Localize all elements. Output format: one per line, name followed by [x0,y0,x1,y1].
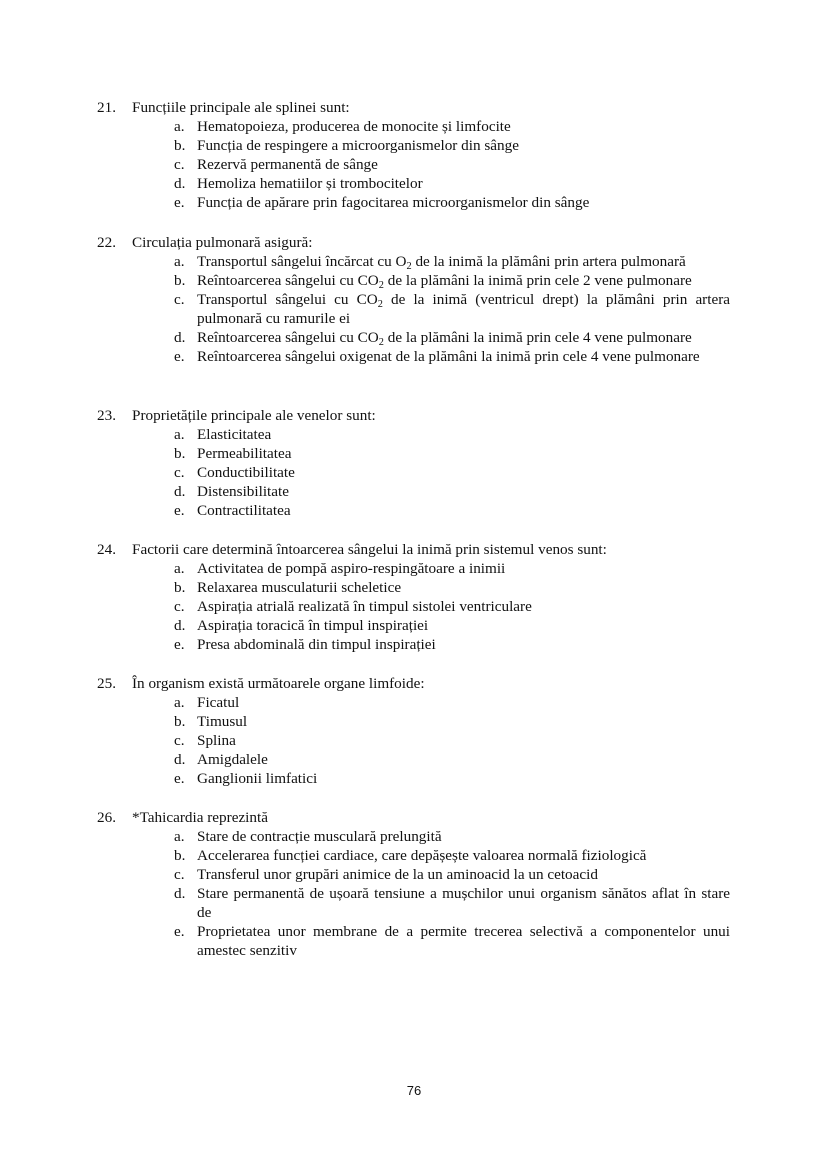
option-text: Timusul [197,713,248,730]
option-letter: a. [174,426,185,443]
option [97,750,737,769]
option-text: Accelerarea funcției cardiace, care depășește valoarea normală fiziologică [197,847,647,864]
question-text: Funcțiile principale ale splinei sunt: [132,99,350,116]
option-text: Contractilitatea [197,502,291,519]
option-letter: c. [174,156,185,173]
option-letter: e. [174,194,185,211]
option-letter: c. [174,866,185,883]
question-number: 24. [97,541,116,558]
option-letter: d. [174,885,186,902]
option [97,252,737,271]
question-24 [97,540,737,654]
option-text: Distensibilitate [197,483,289,500]
question-number: 23. [97,407,116,424]
option [97,712,737,731]
option-letter: a. [174,828,185,845]
option [97,559,737,578]
question-number: 25. [97,675,116,692]
option-letter: d. [174,483,186,500]
option [97,884,737,922]
option-letter: b. [174,272,186,289]
option-letter: e. [174,770,185,787]
option-text: Transferul unor grupări animice de la un aminoacid la un cetoacid [197,866,598,883]
option [97,501,737,520]
option-text: Elasticitatea [197,426,272,443]
option-text: Ficatul [197,694,240,711]
option [97,597,737,616]
question-26 [97,808,737,960]
option-letter: d. [174,329,186,346]
option [97,922,737,960]
option-letter: e. [174,636,185,653]
option-letter: d. [174,617,186,634]
option-letter: d. [174,175,186,192]
option [97,425,737,444]
option-text: Presa abdominală din timpul inspirației [197,636,436,653]
option-letter: b. [174,579,186,596]
question-23 [97,406,737,520]
option-text: Reîntoarcerea sângelui cu $CO_2$ de la plămâni la inimă prin cele 4 vene pulmonare [197,329,692,349]
option-text: Rezervă permanentă de sânge [197,156,378,173]
question-text: *Tahicardia reprezintă [132,809,268,826]
option [97,136,737,155]
option [97,271,737,290]
option-letter: c. [174,732,185,749]
option [97,444,737,463]
page-number: 76 [406,1083,422,1098]
option-letter: e. [174,348,185,365]
question-text: Factorii care determină întoarcerea sângelui la inimă prin sistemul venos sunt: [132,541,607,558]
question-21 [97,98,737,212]
option-letter: b. [174,445,186,462]
option-text: Reîntoarcerea sângelui cu $CO_2$ de la plămâni la inimă prin cele 2 vene pulmonare [197,272,692,292]
option [97,865,737,884]
option [97,463,737,482]
question-number: 26. [97,809,116,826]
option-text: Funcția de respingere a microorganismelor din sânge [197,137,519,154]
option-text: Stare de contracție musculară prelungită [197,828,442,845]
option-text: Proprietatea unor membrane de a permite trecerea selectivă a componentelor unui amestec senzitiv [197,923,730,959]
question-number: 22. [97,234,116,251]
option-text: Conductibilitate [197,464,295,481]
option [97,635,737,654]
option-letter: a. [174,560,185,577]
option-letter: a. [174,253,185,270]
option-text: Transportul sângelui încărcat cu $O_2$ de la inimă la plămâni prin artera pulmonară [197,253,686,273]
options-list [97,559,737,654]
option [97,117,737,136]
option [97,693,737,712]
option [97,347,737,366]
option [97,290,737,328]
option-letter: a. [174,118,185,135]
question-number: 21. [97,99,116,116]
option-letter: b. [174,847,186,864]
option [97,846,737,865]
option-letter: c. [174,464,185,481]
option-text: Amigdalele [197,751,268,768]
question-text: În organism există următoarele organe limfoide: [132,675,425,692]
option-letter: b. [174,137,186,154]
option [97,482,737,501]
option [97,193,737,212]
options-list [97,425,737,520]
option-text: Relaxarea musculaturii scheletice [197,579,402,596]
option-letter: a. [174,694,185,711]
option-text: Ganglionii limfatici [197,770,318,787]
question-25 [97,674,737,788]
option-text: Splina [197,732,236,749]
options-list [97,117,737,212]
options-list [97,693,737,788]
option-text: Funcția de apărare prin fagocitarea microorganismelor din sânge [197,194,590,211]
option-text: Stare permanentă de ușoară tensiune a mușchilor unui organism sănătos aflat în stare de [197,885,730,921]
option [97,328,737,347]
option-text: Reîntoarcerea sângelui oxigenat de la plămâni la inimă prin cele 4 vene pulmonare [197,348,700,365]
option-text: Permeabilitatea [197,445,292,462]
option-letter: d. [174,751,186,768]
option-letter: e. [174,923,185,940]
option-text: Aspirația atrială realizată în timpul sistolei ventriculare [197,598,532,615]
option-text: Activitatea de pompă aspiro-respingătoare a inimii [197,560,506,577]
question-22 [97,233,737,366]
option [97,616,737,635]
option-text: Aspirația toracică în timpul inspirației [197,617,429,634]
options-list [97,252,737,366]
option [97,578,737,597]
option [97,155,737,174]
option-letter: e. [174,502,185,519]
option-letter: c. [174,291,185,308]
option [97,827,737,846]
question-text: Proprietățile principale ale venelor sunt: [132,407,376,424]
option-text: Transportul sângelui cu $CO_2$ de la inimă (ventricul drept) la plămâni prin artera pulmonară cu ramurile ei [197,291,730,327]
option-letter: c. [174,598,185,615]
question-text: Circulația pulmonară asigură: [132,234,313,251]
options-list [97,827,737,960]
option-text: Hemoliza hematiilor și trombocitelor [197,175,423,192]
option [97,731,737,750]
option-letter: b. [174,713,186,730]
option-text: Hematopoieza, producerea de monocite și limfocite [197,118,511,135]
option [97,174,737,193]
option [97,769,737,788]
